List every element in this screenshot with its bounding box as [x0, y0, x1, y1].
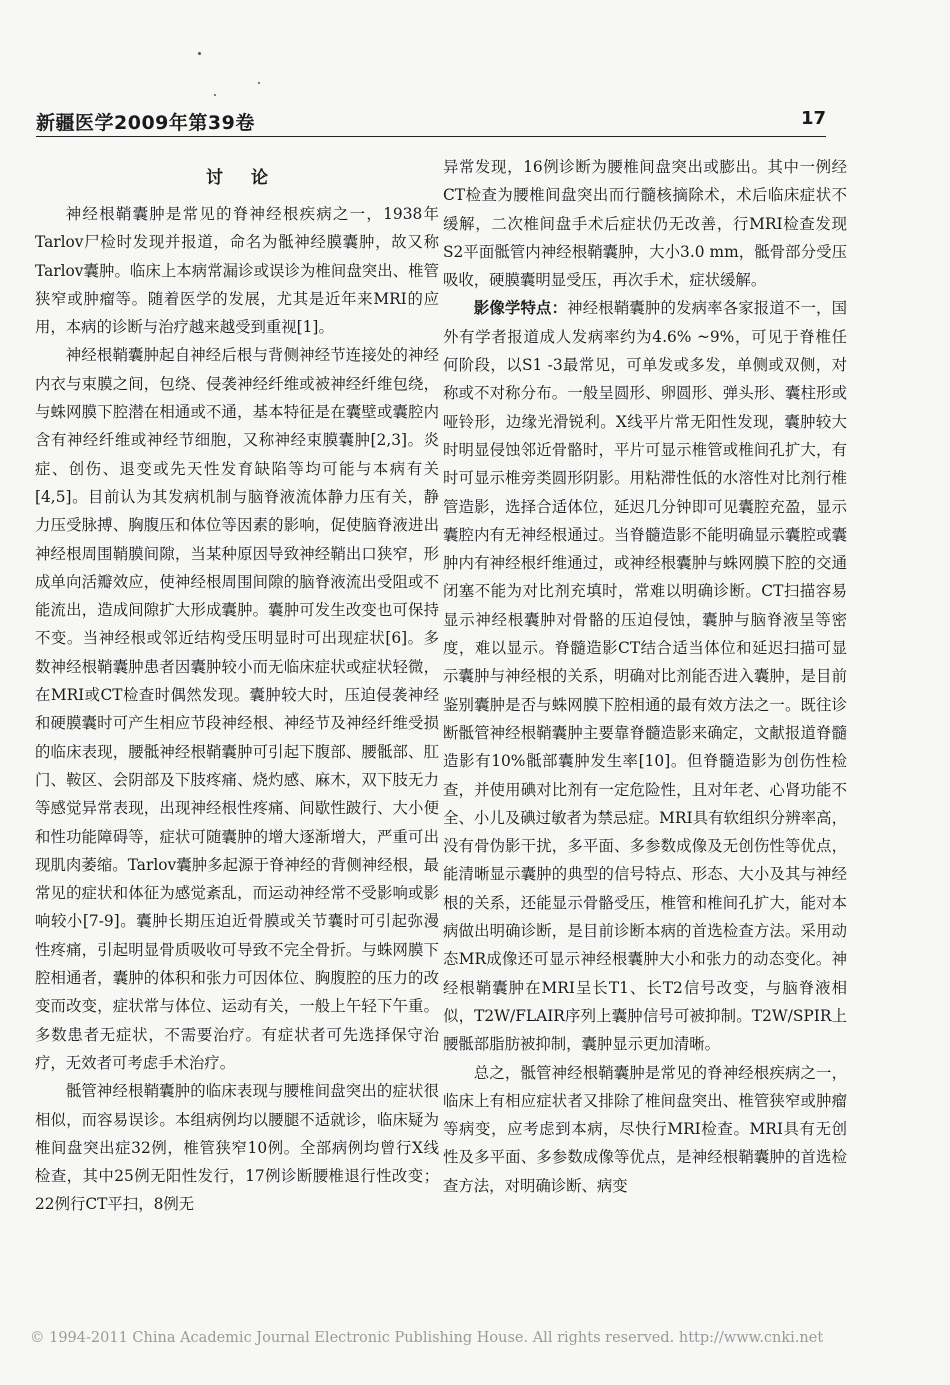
paragraph: 神经根鞘囊肿是常见的脊神经根疾病之一，1938年Tarlov尸检时发现并报道，命名为骶神经膜囊肿，故又称Tarlov囊肿。临床上本病常漏诊或误诊为椎间盘突出、椎管狭窄或肿瘤等。随着医学的发展，尤其是近年来MRI的应用，本病的诊断与治疗越来越受到重视[1]。 [35, 205, 439, 337]
copyright-footer: © 1994-2011 China Academic Journal Electronic Publishing House. All rights reserved. http://www.cnki.net [30, 1330, 824, 1346]
page-header [36, 106, 826, 137]
section-heading: 讨论 [206, 168, 296, 188]
imaging-text: 神经根鞘囊肿的发病率各家报道不一，国外有学者报道成人发病率约为4.6% ~9%，可见于脊椎任何阶段，以S1 -3最常见，可单发或多发，单侧或双侧，对称或不对称分布。一般呈圆形、卵圆形、弹头形、囊柱形或哑铃形，边缘光滑锐利。X线平片常无阳性发现，囊肿较大时明显侵蚀邻近骨骼时，平片可显示椎管或椎间孔扩大，有时可显示椎旁类圆形阴影。用粘滞性低的水溶性对比剂行椎管造影，选择合适体位，延迟几分钟即可见囊腔充盈，显示囊腔内有无神经根通过。当脊髓造影不能明确显示囊腔或囊肿内有神经根纤维通过，或神经根囊肿与蛛网膜下腔的交通闭塞不能为对比剂充填时，常难以明确诊断。CT扫描容易显示神经根囊肿对骨骼的压迫侵蚀，囊肿与脑脊液呈等密度，难以显示。脊髓造影CT结合适当体位和延迟扫描可显示囊肿与神经根的关系，明确对比剂能否进入囊肿，是目前鉴别囊肿是否与蛛网膜下腔相通的最有效方法之一。既往诊断骶管神经根鞘囊肿主要靠脊髓造影来确定，文献报道脊髓造影有10%骶部囊肿发生率[10]。但脊髓造影为创伤性检查，并使用碘对比剂有一定危险性，且对年老、心肾功能不全、小儿及碘过敏者为禁忌症。MRI具有软组织分辨率高，没有骨伪影干扰，多平面、多参数成像及无创伤性等优点，能清晰显示囊肿的典型的信号特点、形态、大小及其与神经根的关系，还能显示骨骼受压，椎管和椎间孔扩大，能对本病做出明确诊断，是目前诊断本病的首选检查方法。采用动态MR成像还可显示神经根囊肿大小和张力的动态变化。神经根鞘囊肿在MRI呈长T1、长T2信号改变，与脑脊液相似，T2W/FLAIR序列上囊肿信号可被抑制。T2W/SPIR上腰骶部脂肪被抑制，囊肿显示更加清晰。 [443, 299, 847, 1054]
paragraph-summary: 总之，骶管神经根鞘囊肿是常见的脊神经根疾病之一，临床上有相应症状者又排除了椎间盘突出、椎管狭窄或肿瘤等病变，应考虑到本病，尽快行MRI检查。MRI具有无创性及多平面、多参数成像等优点，是神经根鞘囊肿的首选检查方法，对明确诊断、病变 [443, 1063, 847, 1195]
scan-speck [214, 94, 216, 96]
right-column [443, 153, 847, 1303]
scan-speck [258, 82, 260, 84]
scan-speck [198, 52, 201, 55]
left-column [35, 160, 439, 1310]
page-number: 17 [800, 108, 826, 129]
paragraph-continuation: 异常发现，16例诊断为腰椎间盘突出或膨出。其中一例经CT检查为腰椎间盘突出而行髓核摘除术，术后临床症状不缓解，二次椎间盘手术后症状仍无改善，行MRI检查发现S2平面骶管内神经根鞘囊肿，大小3.0 mm，骶骨部分受压吸收，硬膜囊明显受压，再次手术，症状缓解。 [443, 158, 847, 290]
journal-title: 新疆医学2009年第39卷 [36, 112, 255, 134]
paragraph: 神经根鞘囊肿起自神经后根与背侧神经节连接处的神经内衣与束膜之间，包绕、侵袭神经纤维或被神经纤维包绕，与蛛网膜下腔潜在相通或不通，基本特征是在囊壁或囊腔内含有神经纤维或神经节细胞，又称神经束膜囊肿[2,3]。炎症、创伤、退变或先天性发育缺陷等均可能与本病有关[4,5]。目前认为其发病机制与脑脊液流体静力压有关，静力压受脉搏、胸腹压和体位等因素的影响，促使脑脊液进出神经根周围鞘膜间隙，当某种原因导致神经鞘出口狭窄，形成单向活瓣效应，使神经根周围间隙的脑脊液流出受阻或不能流出，造成间隙扩大形成囊肿。囊肿可发生改变也可保持不变。当神经根或邻近结构受压明显时可出现症状[6]。多数神经根鞘囊肿患者因囊肿较小而无临床症状或症状轻微，在MRI或CT检查时偶然发现。囊肿较大时，压迫侵袭神经和硬膜囊时可产生相应节段神经根、神经节及神经纤维受损的临床表现，腰骶神经根鞘囊肿可引起下腹部、腰骶部、肛门、鞍区、会阴部及下肢疼痛、烧灼感、麻木，双下肢无力等感觉异常表现，出现神经根性疼痛、间歇性跛行、大小便和性功能障碍等，症状可随囊肿的增大逐渐增大，严重可出现肌肉萎缩。Tarlov囊肿多起源于脊神经的背侧神经根，最常见的症状和体征为感觉紊乱，而运动神经常不受影响或影响较小[7-9]。囊肿长期压迫近骨膜或关节囊时可引起弥漫性疼痛，引起明显骨质吸收可导致不完全骨折。与蛛网膜下腔相通者，囊肿的体积和张力可因体位、胸腹腔的压力的改变而改变，症状常与体位、运动有关，一般上午轻下午重。多数患者无症状，不需要治疗。有症状者可先选择保守治疗，无效者可考虑手术治疗。 [35, 346, 439, 1072]
paragraph-imaging [443, 294, 847, 1058]
imaging-lead: 影像学特点： [473, 299, 568, 318]
paragraph: 骶管神经根鞘囊肿的临床表现与腰椎间盘突出的症状很相似，而容易误诊。本组病例均以腰腿不适就诊，临床疑为椎间盘突出症32例，椎管狭窄10例。全部病例均曾行X线检查，其中25例无阳性发行，17例诊断腰椎退行性改变；22例行CT平扫，8例无 [35, 1082, 439, 1214]
